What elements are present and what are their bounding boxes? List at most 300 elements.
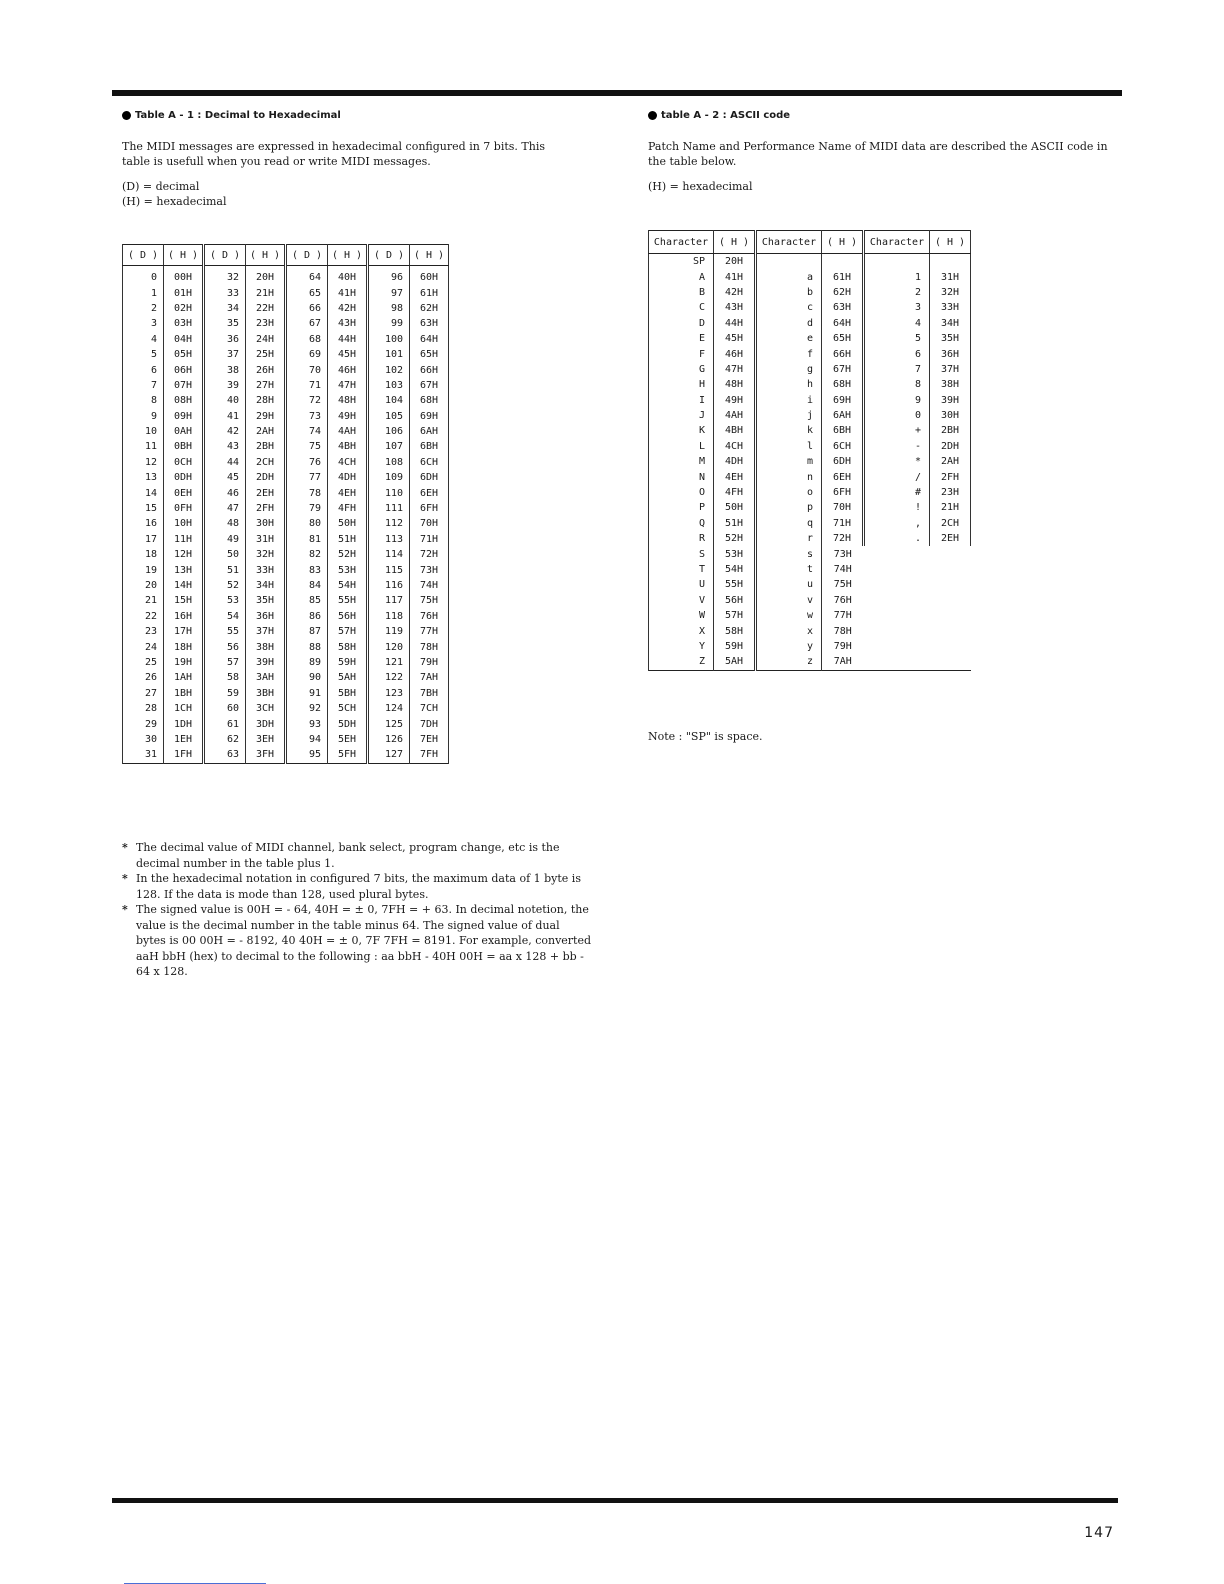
hex-cell: 07H	[164, 378, 204, 393]
character-cell: z	[756, 654, 822, 670]
decimal-cell: 77	[286, 470, 328, 485]
decimal-cell: 117	[368, 593, 410, 608]
hex-cell: 40H	[328, 266, 368, 286]
column-header: ( H )	[246, 245, 286, 266]
hex-cell: 68H	[822, 377, 864, 392]
hex-cell: 74H	[410, 578, 449, 593]
table-row	[123, 409, 449, 424]
hex-cell: 32H	[930, 285, 971, 300]
table-row	[649, 516, 971, 531]
hex-cell: 5AH	[328, 670, 368, 685]
hex-cell: 72H	[822, 531, 864, 546]
hex-cell: 20H	[246, 266, 286, 286]
hex-cell: 4AH	[714, 408, 756, 423]
table-row	[123, 393, 449, 408]
bottom-rule	[112, 1498, 1118, 1503]
table-row	[649, 316, 971, 331]
hex-cell: 24H	[246, 332, 286, 347]
character-cell: ,	[864, 516, 930, 531]
character-cell: V	[649, 593, 714, 608]
decimal-cell: 114	[368, 547, 410, 562]
ascii-code-table	[648, 230, 971, 671]
character-cell: 3	[864, 300, 930, 315]
hex-cell: 6EH	[410, 485, 449, 500]
decimal-cell: 18	[123, 547, 164, 562]
table-row	[649, 362, 971, 377]
page-number: 147	[1084, 1525, 1114, 1541]
decimal-cell: 86	[286, 609, 328, 624]
hex-cell: 26H	[246, 362, 286, 377]
character-cell: y	[756, 639, 822, 654]
hex-cell	[930, 608, 971, 623]
hex-cell: 22H	[246, 301, 286, 316]
character-cell: !	[864, 500, 930, 515]
character-cell: W	[649, 608, 714, 623]
table-row	[123, 378, 449, 393]
table-row	[123, 624, 449, 639]
decimal-cell: 98	[368, 301, 410, 316]
hex-cell: 5AH	[714, 654, 756, 670]
character-cell: +	[864, 423, 930, 438]
table-row	[123, 547, 449, 562]
hex-cell: 2CH	[930, 516, 971, 531]
hex-cell: 11H	[164, 532, 204, 547]
hex-cell: 7CH	[410, 701, 449, 716]
column-header: ( D )	[204, 245, 246, 266]
hex-cell: 46H	[714, 346, 756, 361]
character-cell: f	[756, 346, 822, 361]
decimal-cell: 17	[123, 532, 164, 547]
decimal-cell: 102	[368, 362, 410, 377]
decimal-cell: 78	[286, 485, 328, 500]
hex-cell: 47H	[714, 362, 756, 377]
hex-cell: 4CH	[328, 455, 368, 470]
decimal-cell: 0	[123, 266, 164, 286]
hex-cell: 42H	[328, 301, 368, 316]
character-cell: a	[756, 269, 822, 284]
hex-cell: 46H	[328, 362, 368, 377]
decimal-cell: 36	[204, 332, 246, 347]
character-cell	[864, 623, 930, 638]
hex-cell: 57H	[328, 624, 368, 639]
hex-cell: 00H	[164, 266, 204, 286]
decimal-cell: 59	[204, 686, 246, 701]
decimal-cell: 74	[286, 424, 328, 439]
hex-cell: 18H	[164, 639, 204, 654]
hex-cell: 54H	[328, 578, 368, 593]
decimal-cell: 76	[286, 455, 328, 470]
table-row	[649, 439, 971, 454]
decimal-cell: 93	[286, 716, 328, 731]
hex-cell: 6FH	[410, 501, 449, 516]
asterisk-icon: *	[122, 841, 128, 854]
hex-cell: 27H	[246, 378, 286, 393]
table-row	[123, 670, 449, 685]
hex-cell: 4CH	[714, 439, 756, 454]
table-row	[649, 254, 971, 270]
footnote	[122, 871, 592, 902]
hex-cell: 1BH	[164, 686, 204, 701]
character-cell	[864, 639, 930, 654]
decimal-cell: 107	[368, 439, 410, 454]
hex-cell	[930, 562, 971, 577]
table-row	[123, 732, 449, 747]
hex-cell: 44H	[328, 332, 368, 347]
hex-cell: 0DH	[164, 470, 204, 485]
table-row	[649, 346, 971, 361]
top-rule	[112, 90, 1122, 96]
decimal-cell: 109	[368, 470, 410, 485]
decimal-cell: 42	[204, 424, 246, 439]
hex-cell: 30H	[930, 408, 971, 423]
hex-cell: 47H	[328, 378, 368, 393]
decimal-cell: 70	[286, 362, 328, 377]
decimal-cell: 85	[286, 593, 328, 608]
hex-cell: 5CH	[328, 701, 368, 716]
decimal-cell: 75	[286, 439, 328, 454]
table-row	[123, 532, 449, 547]
decimal-cell: 32	[204, 266, 246, 286]
hex-cell: 5EH	[328, 732, 368, 747]
character-cell: P	[649, 500, 714, 515]
hex-cell: 2BH	[246, 439, 286, 454]
hex-cell: 72H	[410, 547, 449, 562]
decimal-hex-table	[122, 244, 449, 764]
decimal-cell: 71	[286, 378, 328, 393]
decimal-cell: 45	[204, 470, 246, 485]
table-row	[649, 577, 971, 592]
decimal-cell: 97	[368, 285, 410, 300]
hex-cell: 35H	[930, 331, 971, 346]
table-row	[649, 300, 971, 315]
hex-cell: 50H	[714, 500, 756, 515]
decimal-cell: 72	[286, 393, 328, 408]
character-cell: i	[756, 393, 822, 408]
hex-cell: 6BH	[410, 439, 449, 454]
decimal-cell: 94	[286, 732, 328, 747]
hex-cell: 75H	[822, 577, 864, 592]
hex-cell: 52H	[328, 547, 368, 562]
hex-cell: 39H	[930, 393, 971, 408]
hex-cell: 2BH	[930, 423, 971, 438]
decimal-cell: 14	[123, 485, 164, 500]
decimal-cell: 43	[204, 439, 246, 454]
character-cell	[864, 254, 930, 270]
hex-cell: 49H	[714, 393, 756, 408]
hex-cell: 69H	[822, 393, 864, 408]
column-header: ( D )	[368, 245, 410, 266]
character-cell	[756, 254, 822, 270]
table-row	[123, 439, 449, 454]
hex-cell: 42H	[714, 285, 756, 300]
character-cell: s	[756, 546, 822, 561]
hex-cell: 76H	[410, 609, 449, 624]
character-cell: T	[649, 562, 714, 577]
decimal-cell: 91	[286, 686, 328, 701]
hex-cell: 7EH	[410, 732, 449, 747]
decimal-cell: 68	[286, 332, 328, 347]
hex-cell: 20H	[714, 254, 756, 270]
character-cell	[864, 546, 930, 561]
character-cell: -	[864, 439, 930, 454]
character-cell: 5	[864, 331, 930, 346]
character-cell: R	[649, 531, 714, 546]
character-cell: n	[756, 469, 822, 484]
hex-cell: 3BH	[246, 686, 286, 701]
character-cell: SP	[649, 254, 714, 270]
decimal-cell: 79	[286, 501, 328, 516]
hex-cell: 45H	[714, 331, 756, 346]
decimal-cell: 47	[204, 501, 246, 516]
table-row	[649, 469, 971, 484]
table-row	[649, 408, 971, 423]
hex-cell: 39H	[246, 655, 286, 670]
hex-cell: 19H	[164, 655, 204, 670]
hex-cell: 1AH	[164, 670, 204, 685]
hex-cell: 25H	[246, 347, 286, 362]
hex-cell: 5BH	[328, 686, 368, 701]
decimal-cell: 38	[204, 362, 246, 377]
hex-cell: 6BH	[822, 423, 864, 438]
decimal-cell: 49	[204, 532, 246, 547]
character-cell: r	[756, 531, 822, 546]
hex-cell: 30H	[246, 516, 286, 531]
character-cell: u	[756, 577, 822, 592]
decimal-cell: 87	[286, 624, 328, 639]
table-row	[123, 266, 449, 286]
hex-cell: 75H	[410, 593, 449, 608]
decimal-cell: 83	[286, 562, 328, 577]
hex-cell: 64H	[822, 316, 864, 331]
hex-cell: 52H	[714, 531, 756, 546]
hex-cell: 3CH	[246, 701, 286, 716]
decimal-cell: 33	[204, 285, 246, 300]
table-row	[123, 501, 449, 516]
character-cell: 1	[864, 269, 930, 284]
hex-cell: 7DH	[410, 716, 449, 731]
character-cell: D	[649, 316, 714, 331]
decimal-cell: 111	[368, 501, 410, 516]
hex-cell: 79H	[822, 639, 864, 654]
asterisk-icon: *	[122, 872, 128, 885]
decimal-cell: 103	[368, 378, 410, 393]
decimal-cell: 30	[123, 732, 164, 747]
decimal-cell: 44	[204, 455, 246, 470]
hex-cell: 4AH	[328, 424, 368, 439]
footnote	[122, 902, 592, 980]
hex-cell: 7FH	[410, 747, 449, 763]
hex-cell: 60H	[410, 266, 449, 286]
hex-cell: 38H	[930, 377, 971, 392]
character-cell: G	[649, 362, 714, 377]
hex-cell: 21H	[930, 500, 971, 515]
character-cell: N	[649, 469, 714, 484]
decimal-cell: 106	[368, 424, 410, 439]
decimal-cell: 105	[368, 409, 410, 424]
character-cell: d	[756, 316, 822, 331]
hex-cell: 53H	[714, 546, 756, 561]
table-row	[649, 485, 971, 500]
hex-cell: 41H	[714, 269, 756, 284]
hex-cell: 63H	[822, 300, 864, 315]
hex-cell: 36H	[930, 346, 971, 361]
hex-cell: 4DH	[714, 454, 756, 469]
decimal-cell: 121	[368, 655, 410, 670]
hex-cell: 58H	[328, 639, 368, 654]
character-cell: K	[649, 423, 714, 438]
character-cell: M	[649, 454, 714, 469]
decimal-cell: 20	[123, 578, 164, 593]
hex-cell: 3FH	[246, 747, 286, 763]
character-cell: 6	[864, 346, 930, 361]
character-cell: h	[756, 377, 822, 392]
decimal-cell: 19	[123, 562, 164, 577]
hex-cell: 70H	[410, 516, 449, 531]
hex-cell: 09H	[164, 409, 204, 424]
hex-cell: 54H	[714, 562, 756, 577]
bullet-icon	[648, 111, 657, 120]
decimal-cell: 25	[123, 655, 164, 670]
column-header: Character	[649, 231, 714, 254]
hex-cell: 1CH	[164, 701, 204, 716]
hex-cell: 1FH	[164, 747, 204, 763]
decimal-cell: 60	[204, 701, 246, 716]
decimal-cell: 16	[123, 516, 164, 531]
character-cell: O	[649, 485, 714, 500]
decimal-cell: 124	[368, 701, 410, 716]
hex-cell	[930, 577, 971, 592]
hex-cell: 6AH	[822, 408, 864, 423]
hex-cell: 71H	[822, 516, 864, 531]
decimal-cell: 101	[368, 347, 410, 362]
decimal-cell: 26	[123, 670, 164, 685]
character-cell: S	[649, 546, 714, 561]
decimal-cell: 122	[368, 670, 410, 685]
character-cell: o	[756, 485, 822, 500]
decimal-cell: 108	[368, 455, 410, 470]
decimal-cell: 3	[123, 316, 164, 331]
hex-cell: 13H	[164, 562, 204, 577]
table-a2-intro: Patch Name and Performance Name of MIDI data are described the ASCII code in the table below.	[648, 140, 1108, 168]
table-row	[123, 301, 449, 316]
table-row	[649, 377, 971, 392]
hex-cell: 79H	[410, 655, 449, 670]
table-row	[649, 531, 971, 546]
hex-cell: 5FH	[328, 747, 368, 763]
hex-cell: 34H	[246, 578, 286, 593]
table-row	[649, 269, 971, 284]
column-header: Character	[864, 231, 930, 254]
legend-hexadecimal: (H) = hexadecimal	[122, 195, 227, 208]
decimal-cell: 56	[204, 639, 246, 654]
character-cell: x	[756, 623, 822, 638]
decimal-cell: 48	[204, 516, 246, 531]
hex-cell: 65H	[822, 331, 864, 346]
legend-decimal: (D) = decimal	[122, 180, 200, 193]
table-row	[649, 608, 971, 623]
character-cell: g	[756, 362, 822, 377]
table-row	[649, 285, 971, 300]
hex-cell: 2AH	[930, 454, 971, 469]
hex-cell: 64H	[410, 332, 449, 347]
decimal-cell: 89	[286, 655, 328, 670]
decimal-cell: 116	[368, 578, 410, 593]
table-row	[649, 423, 971, 438]
asterisk-icon: *	[122, 903, 128, 916]
hex-cell: 56H	[714, 593, 756, 608]
character-cell: Y	[649, 639, 714, 654]
hex-cell: 44H	[714, 316, 756, 331]
decimal-cell: 96	[368, 266, 410, 286]
hex-cell: 0FH	[164, 501, 204, 516]
hex-cell: 45H	[328, 347, 368, 362]
decimal-cell: 9	[123, 409, 164, 424]
hex-cell: 37H	[930, 362, 971, 377]
column-header: ( H )	[410, 245, 449, 266]
legend-hexadecimal: (H) = hexadecimal	[648, 180, 753, 193]
hex-cell: 74H	[822, 562, 864, 577]
hex-cell: 6FH	[822, 485, 864, 500]
character-cell: q	[756, 516, 822, 531]
hex-cell: 4BH	[328, 439, 368, 454]
decimal-cell: 66	[286, 301, 328, 316]
column-header: ( D )	[123, 245, 164, 266]
decimal-cell: 112	[368, 516, 410, 531]
hex-cell: 17H	[164, 624, 204, 639]
hex-cell: 36H	[246, 609, 286, 624]
hex-cell: 59H	[328, 655, 368, 670]
table-row	[123, 562, 449, 577]
character-cell: Z	[649, 654, 714, 670]
decimal-cell: 13	[123, 470, 164, 485]
hex-cell: 4EH	[328, 485, 368, 500]
sp-note: Note : "SP" is space.	[648, 730, 763, 743]
decimal-cell: 120	[368, 639, 410, 654]
table-row	[649, 623, 971, 638]
hex-cell: 33H	[930, 300, 971, 315]
decimal-cell: 1	[123, 285, 164, 300]
character-cell: J	[649, 408, 714, 423]
character-cell: *	[864, 454, 930, 469]
hex-cell: 1DH	[164, 716, 204, 731]
hex-cell: 31H	[246, 532, 286, 547]
decimal-cell: 28	[123, 701, 164, 716]
table-row	[123, 332, 449, 347]
hex-cell: 65H	[410, 347, 449, 362]
hex-cell: 0EH	[164, 485, 204, 500]
column-header: ( H )	[328, 245, 368, 266]
table-row	[123, 485, 449, 500]
hex-cell	[930, 593, 971, 608]
character-cell: 9	[864, 393, 930, 408]
hex-cell: 77H	[410, 624, 449, 639]
hex-cell: 2EH	[930, 531, 971, 546]
character-cell: l	[756, 439, 822, 454]
decimal-cell: 46	[204, 485, 246, 500]
decimal-cell: 67	[286, 316, 328, 331]
hex-cell: 32H	[246, 547, 286, 562]
table-row	[649, 562, 971, 577]
hex-cell: 71H	[410, 532, 449, 547]
hex-cell: 0BH	[164, 439, 204, 454]
hex-cell: 15H	[164, 593, 204, 608]
hex-cell: 4FH	[328, 501, 368, 516]
decimal-cell: 6	[123, 362, 164, 377]
character-cell: A	[649, 269, 714, 284]
table-row	[649, 546, 971, 561]
hex-cell: 41H	[328, 285, 368, 300]
hex-cell: 76H	[822, 593, 864, 608]
